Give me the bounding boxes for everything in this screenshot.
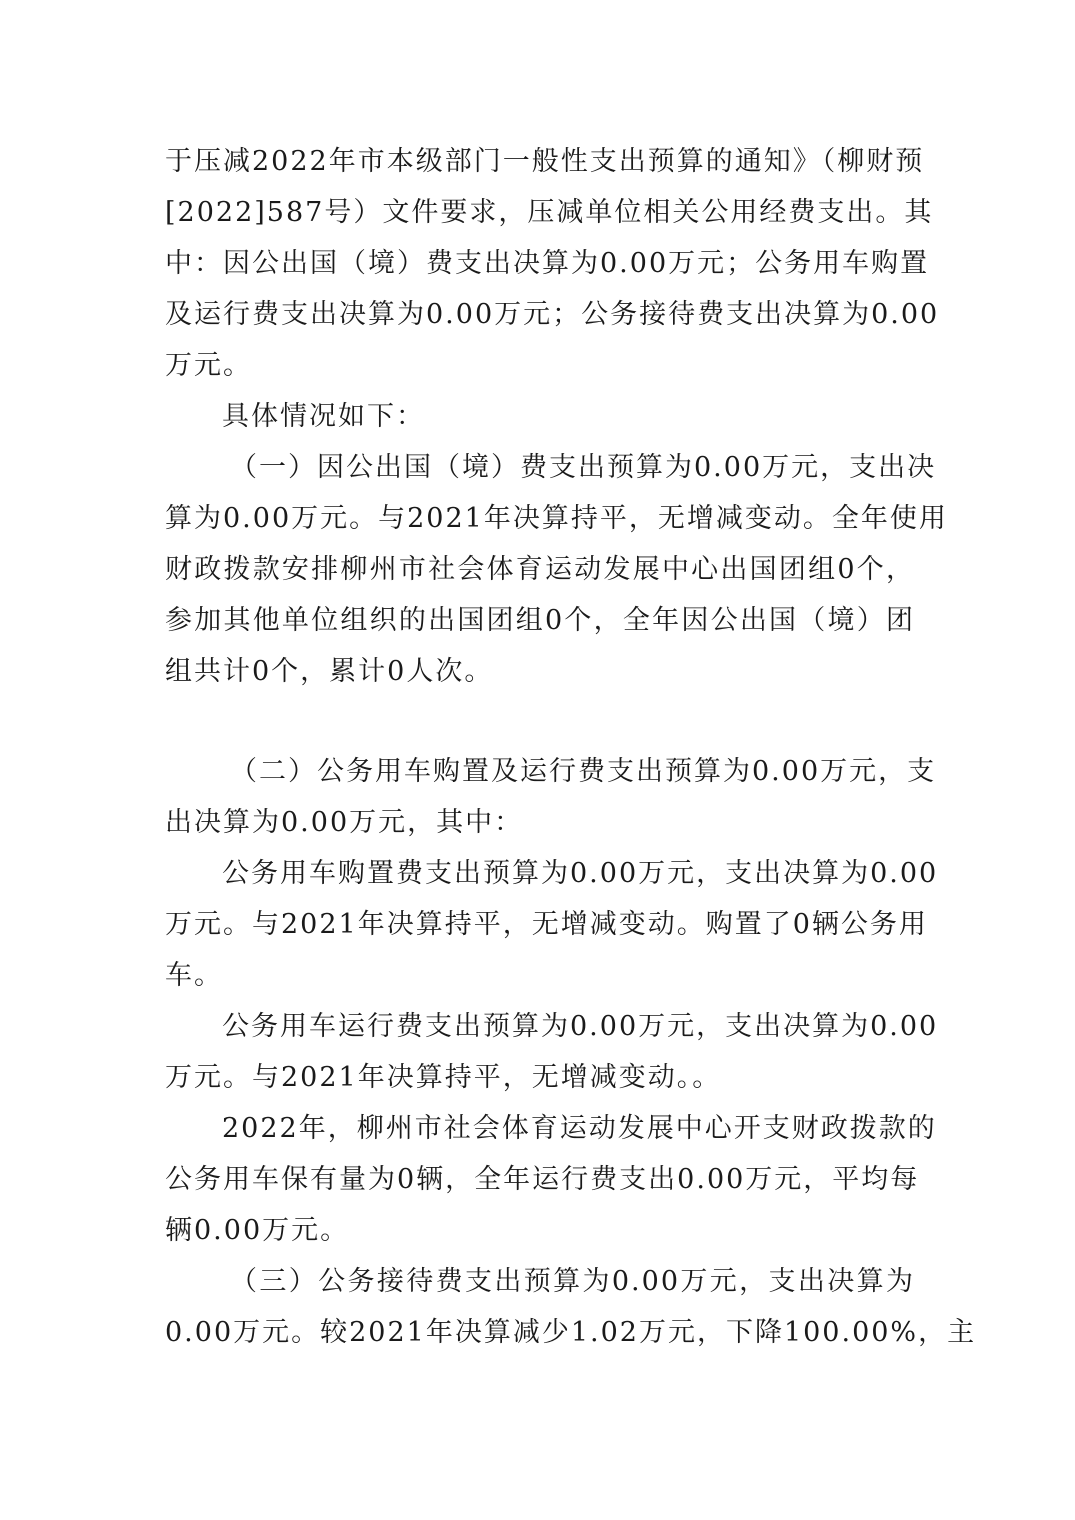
body-line: 万元。 [165,350,252,381]
body-line: 出决算为0.00万元，其中： [165,807,524,838]
body-line: 于压减2022年市本级部门一般性支出预算的通知》（柳财预 [165,146,925,177]
body-line: 及运行费支出决算为0.00万元；公务接待费支出决算为0.00 [165,299,940,330]
body-line: 万元。与2021年决算持平，无增减变动。。 [165,1062,722,1093]
body-line: 组共计0个，累计0人次。 [165,656,494,687]
section-heading-1: （一）因公出国（境）费支出预算为0.00万元，支出决 [230,452,937,483]
body-line: 万元。与2021年决算持平，无增减变动。购置了0辆公务用 [165,909,928,940]
body-line: 公务用车运行费支出预算为0.00万元，支出决算为0.00 [222,1011,939,1042]
body-line: 公务用车购置费支出预算为0.00万元，支出决算为0.00 [222,858,939,889]
section-heading-3: （三）公务接待费支出预算为0.00万元，支出决算为 [230,1266,915,1297]
body-line: 公务用车保有量为0辆，全年运行费支出0.00万元，平均每 [165,1164,920,1195]
body-line: 辆0.00万元。 [165,1215,350,1246]
body-line: 中：因公出国（境）费支出决算为0.00万元；公务用车购置 [165,248,930,279]
body-line: 参加其他单位组织的出国团组0个，全年因公出国（境）团 [165,605,915,636]
body-line: 0.00万元。较2021年决算减少1.02万元，下降100.00%，主 [165,1317,977,1348]
section-heading-2: （二）公务用车购置及运行费支出预算为0.00万元，支 [230,756,937,787]
body-line: 算为0.00万元。与2021年决算持平，无增减变动。全年使用 [165,503,948,534]
body-line: 财政拨款安排柳州市社会体育运动发展中心出国团组0个， [165,554,915,585]
body-line: 2022年，柳州市社会体育运动发展中心开支财政拨款的 [222,1113,937,1144]
body-line: [2022]587号）文件要求，压减单位相关公用经费支出。其 [165,197,934,228]
body-line: 车。 [165,960,223,991]
section-intro: 具体情况如下： [222,401,425,432]
